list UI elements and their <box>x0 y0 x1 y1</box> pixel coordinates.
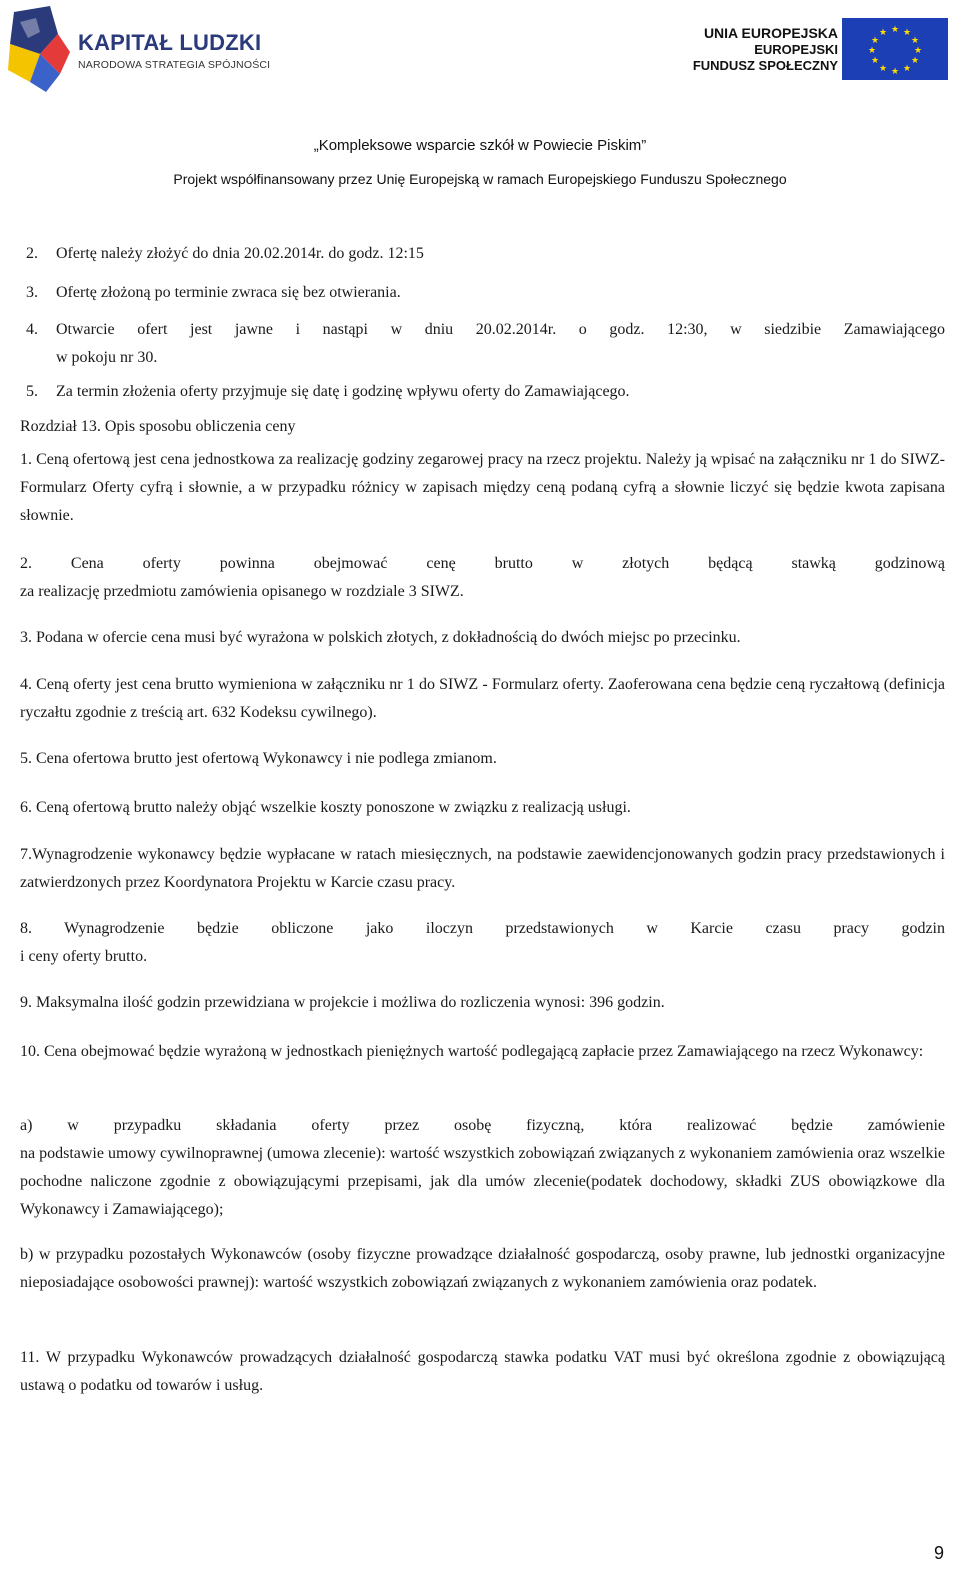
svg-text:★: ★ <box>878 64 888 74</box>
paragraph-8a: 8. Wynagrodzenie będzie obliczone jako iloczyn przedstawionych w Karcie czasu pracy godzin <box>20 920 945 937</box>
eu-flag-icon <box>842 18 948 80</box>
svg-text:★: ★ <box>890 67 900 77</box>
paragraph-7: 7.Wynagrodzenie wykonawcy będzie wypłacane w ratach miesięcznych, na podstawie zaewidencjonowanych godzin pracy przedstawionych i zatwierdzonych przez Koordynatora Projektu w Karcie czasu pracy. <box>20 846 945 891</box>
eu-fund-text <box>693 24 838 74</box>
paragraph-2b: za realizację przedmiotu zamówienia opisanego w rozdziale 3 SIWZ. <box>20 583 464 600</box>
svg-text:★: ★ <box>867 46 877 56</box>
list-item: 3. Ofertę złożoną po terminie zwraca się bez otwierania. <box>26 284 401 301</box>
eu-line-3: FUNDUSZ SPOŁECZNY <box>692 58 838 73</box>
page-header <box>0 0 960 200</box>
chapter-heading: Rozdział 13. Opis sposobu obliczenia ceny <box>20 418 296 435</box>
project-title: „Kompleksowe wsparcie szkół w Powiecie Piskim” <box>313 137 647 154</box>
paragraph-6: 6. Ceną ofertową brutto należy objąć wszelkie koszty ponoszone w związku z realizacją usługi. <box>20 799 631 816</box>
page-number: 9 <box>933 1543 944 1563</box>
paragraph-11: 11. W przypadku Wykonawców prowadzących działalność gospodarczą stawka podatku VAT musi być określona zgodnie z obowiązującą ustawą o podatku od towarów i usług. <box>20 1349 945 1394</box>
svg-text:★: ★ <box>870 56 880 66</box>
paragraph-2a: 2. Cena oferty powinna obejmować cenę brutto w złotych będącą stawką godzinową <box>20 555 945 572</box>
paragraph-1: 1. Ceną ofertową jest cena jednostkowa za realizację godziny zegarowej pracy na rzecz projektu. Należy ją wpisać na załączniku nr 1 do SIWZ- Formularz Oferty cyfrą i słownie, a w przypadku różnicy w zapisach między ceną podaną cyfrą a słownie liczyć się będzie kwota zapisana słownie. <box>20 451 945 524</box>
paragraph-a-rest: na podstawie umowy cywilnoprawnej (umowa zlecenie): wartość wszystkich zobowiązań związanych z wykonaniem zamówienia oraz wszelkie pochodne naliczone zgodnie z obowiązującymi przepisami, jak dla umów zlecenie(podatek dochodowy, składki ZUS obowiązkowe dla Wykonawcy i Zamawiającego); <box>20 1145 945 1218</box>
paragraph-8b: i ceny oferty brutto. <box>20 948 148 965</box>
paragraph-4: 4. Ceną oferty jest cena brutto wymieniona w załączniku nr 1 do SIWZ - Formularz oferty. Zaoferowana cena będzie ceną ryczałtową (definicja ryczałtu zgodnie z treścią art. 632 Kodeksu cywilnego). <box>20 676 945 721</box>
svg-text:★: ★ <box>878 28 888 38</box>
project-subtitle: Projekt współfinansowany przez Unię Europejską w ramach Europejskiego Funduszu Społecznego <box>173 171 787 187</box>
paragraph-3: 3. Podana w ofercie cena musi być wyrażona w polskich złotych, z dokładnością do dwóch miejsc po przecinku. <box>20 629 741 646</box>
svg-text:★: ★ <box>902 28 912 38</box>
kapital-ludzki-title: KAPITAŁ LUDZKI <box>78 30 262 55</box>
list-item: 4. Otwarcie ofert jest jawne i nastąpi w dniu 20.02.2014r. o godz. 12:30, w siedzibie Zamawiającego w pokoju nr 30. <box>26 321 945 366</box>
paragraph-5: 5. Cena ofertowa brutto jest ofertową Wykonawcy i nie podlega zmianom. <box>20 750 497 767</box>
paragraph-10: 10. Cena obejmować będzie wyrażoną w jednostkach pieniężnych wartość podlegającą zapłacie przez Zamawiającego na rzecz Wykonawcy: <box>20 1043 924 1060</box>
paragraph-b: b) w przypadku pozostałych Wykonawców (osoby fizyczne prowadzące działalność gospodarczą, osoby prawne, lub jednostki organizacyjne nieposiadające osobowości prawnej): wartość wszystkich zobowiązań związanych z wykonaniem zamówienia oraz podatek. <box>20 1246 945 1291</box>
kapital-ludzki-subtitle: NARODOWA STRATEGIA SPÓJNOŚCI <box>78 59 271 71</box>
paragraph-9: 9. Maksymalna ilość godzin przewidziana w projekcie i możliwa do rozliczenia wynosi: 396 godzin. <box>20 994 665 1011</box>
svg-text:★: ★ <box>910 36 920 46</box>
svg-text:★: ★ <box>890 25 900 35</box>
paragraph-a-line1: a) w przypadku składania oferty przez osobę fizyczną, która realizować będzie zamówienie <box>20 1117 945 1134</box>
svg-text:★: ★ <box>913 46 923 56</box>
eu-line-1: UNIA EUROPEJSKA <box>703 25 838 41</box>
eu-line-2: EUROPEJSKI <box>754 42 838 57</box>
svg-text:★: ★ <box>902 64 912 74</box>
svg-text:★: ★ <box>870 36 880 46</box>
svg-text:★: ★ <box>910 56 920 66</box>
list-item: 2. Ofertę należy złożyć do dnia 20.02.2014r. do godz. 12:15 <box>26 245 424 262</box>
list-item: 5. Za termin złożenia oferty przyjmuje się datę i godzinę wpływu oferty do Zamawiającego. <box>26 383 630 400</box>
